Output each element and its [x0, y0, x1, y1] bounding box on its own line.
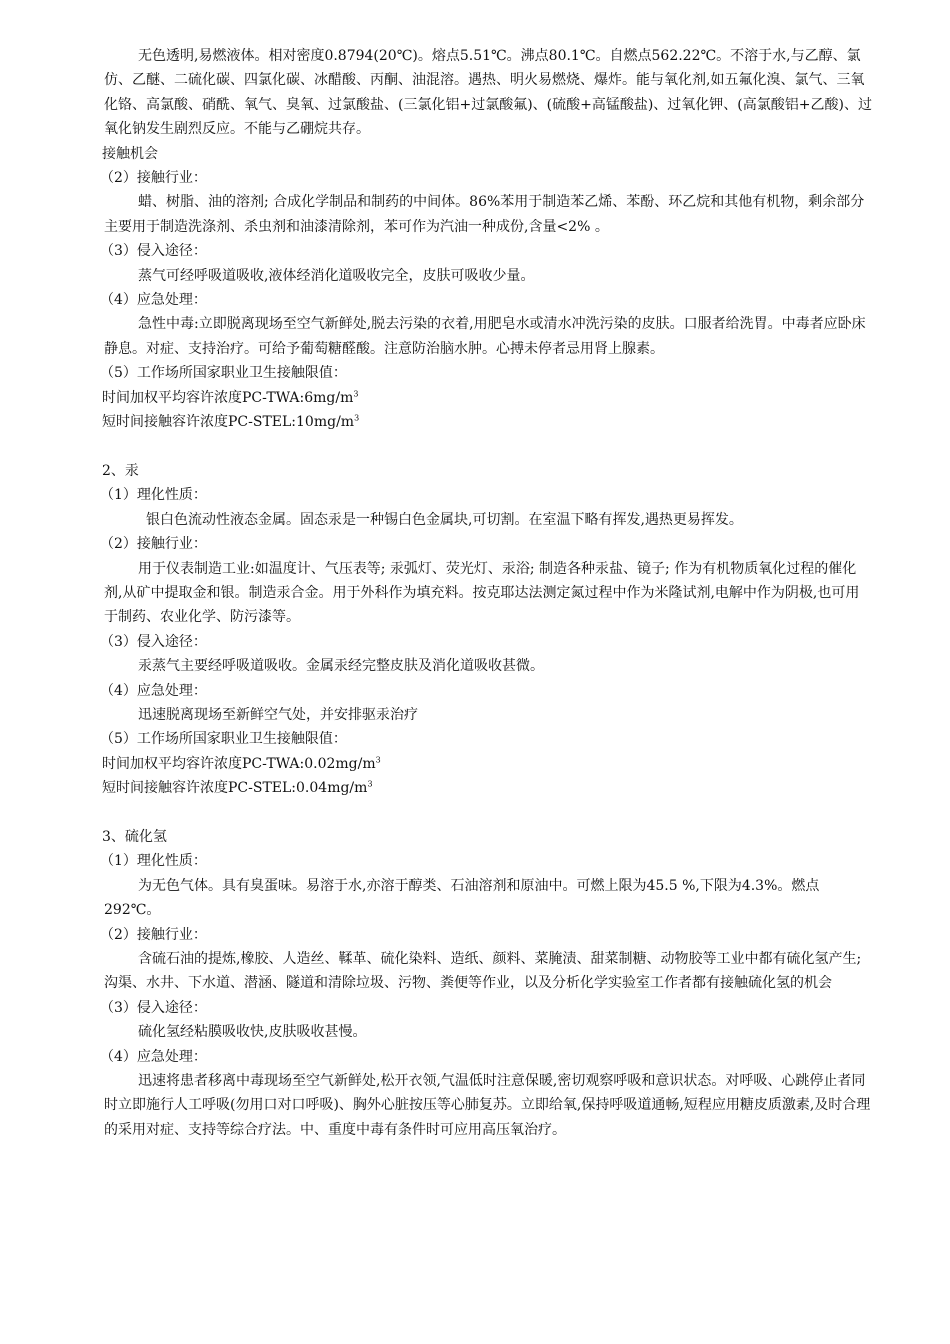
mercury-properties-text: 银白色流动性液态金属。固态汞是一种锡白色金属块,可切割。在室温下略有挥发,遇热更易挥发。: [146, 511, 743, 528]
section-benzene: [100, 44, 872, 435]
section-mercury: [100, 459, 872, 801]
benzene-emergency-text: 急性中毒:立即脱离现场至空气新鲜处,脱去污染的衣着,用肥皂水或清水冲洗污染的皮肤。口服者给洗胃。中毒者应卧床静息。对症、支持治疗。可给予葡萄糖醛酸。注意防治脑水肿。心搏未停者忌用肾上腺素。: [104, 316, 866, 357]
benzene-twa-unit-sup: 3: [353, 389, 359, 399]
mercury-route-heading: （3）侵入途径：: [100, 633, 207, 650]
benzene-emergency-heading: （4）应急处理：: [100, 292, 207, 309]
h2s-route-text: 硫化氢经粘膜吸收快,皮肤吸收甚慢。: [138, 1024, 367, 1041]
benzene-stel-text: 短时间接触容许浓度PC-STEL:10mg/m: [102, 414, 355, 431]
mercury-twa-unit-sup: 3: [375, 755, 381, 765]
section-hydrogen-sulfide: [100, 825, 872, 1142]
benzene-industry-heading: （2）接触行业：: [100, 170, 207, 187]
mercury-route-text: 汞蒸气主要经呼吸道吸收。金属汞经完整皮肤及消化道吸收甚微。: [138, 658, 544, 675]
mercury-twa-limit: [102, 752, 872, 776]
benzene-stel-unit-sup: 3: [354, 413, 360, 423]
h2s-emergency-text: 迅速将患者移离中毒现场至空气新鲜处,松开衣领,气温低时注意保暖,密切观察呼吸和意识状态。对呼吸、心跳停止者同时立即施行人工呼吸(勿用口对口呼吸)、胸外心脏按压等心肺复苏。立即给氧,保持呼吸道通畅,短程应用糖皮质激素,及时合理的采用对症、支持等综合疗法。中、重度中毒有条件时可应用高压氧治疗。: [104, 1073, 871, 1138]
benzene-contact-heading: 接触机会: [102, 145, 158, 162]
mercury-stel-limit: [102, 776, 872, 800]
benzene-twa-limit: [102, 386, 872, 410]
mercury-title: 2、汞: [102, 462, 139, 479]
benzene-route-heading: （3）侵入途径：: [100, 243, 207, 260]
benzene-route-text: 蒸气可经呼吸道吸收,液体经消化道吸收完全，皮肤可吸收少量。: [138, 267, 535, 284]
benzene-industry-text: 蜡、树脂、油的溶剂; 合成化学制品和制药的中间体。86%苯用于制造苯乙烯、苯酚、环乙烷和其他有机物，剩余部分主要用于制造洗涤剂、杀虫剂和油漆清除剂，苯可作为汽油一种成份,含量<2% 。: [104, 194, 865, 235]
benzene-properties-text: 无色透明,易燃液体。相对密度0.8794(20℃)。熔点5.51℃。沸点80.1℃。自燃点562.22℃。不溶于水,与乙醇、氯仿、乙醚、二硫化碳、四氯化碳、冰醋酸、丙酮、油混溶。遇热、明火易燃烧、爆炸。能与氧化剂,如五氟化溴、氯气、三氧化铬、高氯酸、硝酰、氧气、臭氧、过氯酸盐、(三氯化铝+过氯酸氟)、(硫酸+高锰酸盐)、过氧化钾、(高氯酸铝+乙酸)、过氧化钠发生剧烈反应。不能与乙硼烷共存。: [104, 48, 872, 138]
mercury-emergency-text: 迅速脱离现场至新鲜空气处，并安排驱汞治疗: [138, 706, 418, 723]
mercury-industry-text: 用于仪表制造工业:如温度计、气压表等; 汞弧灯、荧光灯、汞浴; 制造各种汞盐、镜子; 作为有机物质氧化过程的催化剂,从矿中提取金和银。制造汞合金。用于外科作为填充料。按克耶达法测定氮过程中作为米隆试剂,电解中作为阴极,也可用于制药、农业化学、防污漆等。: [104, 560, 860, 626]
h2s-properties-heading: （1）理化性质：: [100, 853, 207, 870]
benzene-stel-limit: [102, 410, 872, 434]
h2s-title: 3、硫化氢: [102, 828, 167, 845]
h2s-industry-heading: （2）接触行业：: [100, 926, 207, 943]
mercury-properties-heading: （1）理化性质：: [100, 487, 207, 504]
benzene-limit-heading: （5）工作场所国家职业卫生接触限值：: [100, 365, 347, 382]
h2s-properties-text: 为无色气体。具有臭蛋味。易溶于水,亦溶于醇类、石油溶剂和原油中。可燃上限为45.5 %,下限为4.3%。燃点292℃。: [104, 877, 820, 919]
section-spacer: [104, 435, 872, 459]
mercury-emergency-heading: （4）应急处理：: [100, 682, 207, 699]
section-spacer: [104, 801, 872, 825]
mercury-twa-text: 时间加权平均容许浓度PC-TWA:0.02mg/m: [102, 755, 376, 772]
mercury-stel-unit-sup: 3: [367, 779, 373, 789]
mercury-industry-heading: （2）接触行业：: [100, 536, 207, 553]
h2s-emergency-heading: （4）应急处理：: [100, 1048, 207, 1065]
h2s-industry-text: 含硫石油的提炼,橡胶、人造丝、鞣革、硫化染料、造纸、颜料、菜腌渍、甜菜制糖、动物胶等工业中都有硫化氢产生;沟渠、水井、下水道、潜涵、隧道和清除垃圾、污物、粪便等作业，以及分析化学实验室工作者都有接触硫化氢的机会: [104, 951, 862, 992]
benzene-twa-text: 时间加权平均容许浓度PC-TWA:6mg/m: [102, 389, 354, 406]
h2s-route-heading: （3）侵入途径：: [100, 999, 207, 1016]
mercury-stel-text: 短时间接触容许浓度PC-STEL:0.04mg/m: [102, 780, 368, 797]
mercury-limit-heading: （5）工作场所国家职业卫生接触限值：: [100, 731, 347, 748]
